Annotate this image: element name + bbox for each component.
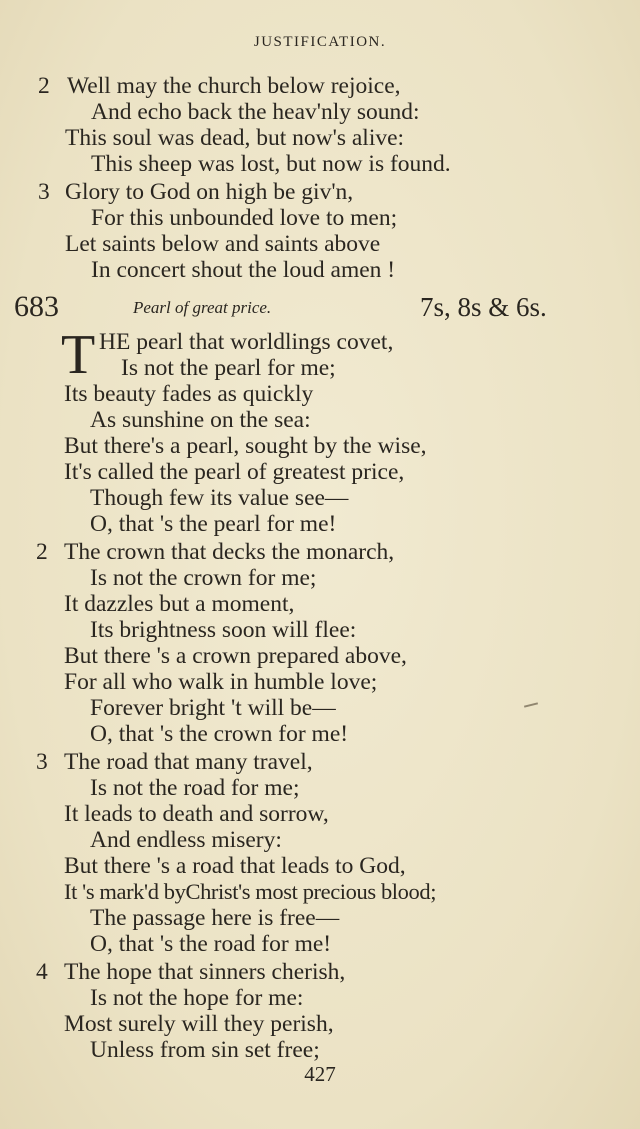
verse-line: HE pearl that worldlings covet,	[99, 329, 394, 355]
verse-line: Is not the pearl for me;	[121, 355, 336, 381]
verse-number: 3	[38, 179, 50, 205]
verse-line: The hope that sinners cherish,	[64, 959, 346, 985]
verse-line: The crown that decks the monarch,	[64, 539, 395, 565]
verse-line: And echo back the heav'nly sound:	[91, 99, 420, 125]
verse-line: This soul was dead, but now's alive:	[65, 125, 405, 151]
verse-line: Is not the road for me;	[90, 775, 300, 801]
verse-line: O, that 's the road for me!	[90, 931, 332, 957]
verse-number: 3	[36, 749, 48, 775]
verse-line: For all who walk in humble love;	[64, 669, 378, 695]
verse-line: Let saints below and saints above	[65, 231, 381, 257]
verse-line: Though few its value see—	[90, 485, 349, 511]
verse-line: But there 's a road that leads to God,	[64, 853, 406, 879]
page-header: JUSTIFICATION.	[253, 34, 387, 50]
verse-line: Most surely will they perish,	[64, 1011, 334, 1037]
hymn-title: Pearl of great price.	[133, 298, 272, 317]
verse-line: Well may the church below rejoice,	[67, 73, 401, 99]
verse-line: Is not the crown for me;	[90, 565, 317, 591]
verse-line: It leads to death and sorrow,	[64, 801, 329, 827]
verse-line: Forever bright 't will be—	[90, 695, 336, 721]
drop-cap-letter: T	[61, 324, 96, 386]
verse-line: Glory to God on high be giv'n,	[65, 179, 354, 205]
verse-line: But there's a pearl, sought by the wise,	[64, 433, 427, 459]
verse-line: And endless misery:	[90, 827, 282, 853]
verse-line: It 's mark'd byChrist's most precious blood;	[64, 879, 437, 904]
hymn-number: 683	[14, 290, 59, 323]
verse-number: 4	[36, 959, 48, 985]
verse-line: This sheep was lost, but now is found.	[91, 151, 451, 177]
verse-line: Is not the hope for me:	[90, 985, 304, 1011]
verse-line: Its beauty fades as quickly	[64, 381, 314, 407]
verse-line: In concert shout the loud amen !	[91, 257, 396, 283]
verse-number: 2	[36, 539, 48, 565]
verse-line: As sunshine on the sea:	[90, 407, 311, 433]
ink-mark	[524, 702, 538, 707]
verse-line: The road that many travel,	[64, 749, 313, 775]
verse-number: 2	[38, 73, 50, 99]
verse-line: For this unbounded love to men;	[91, 205, 398, 231]
verse-line: O, that 's the pearl for me!	[90, 511, 337, 537]
verse-line: But there 's a crown prepared above,	[64, 643, 407, 669]
page-number: 427	[304, 1062, 336, 1086]
verse-line: The passage here is free—	[90, 905, 340, 931]
hymn-meter: 7s, 8s & 6s.	[420, 292, 547, 322]
verse-line: Its brightness soon will flee:	[90, 617, 357, 643]
verse-line: O, that 's the crown for me!	[90, 721, 349, 747]
verse-line: Unless from sin set free;	[90, 1037, 320, 1063]
verse-line: It dazzles but a moment,	[64, 591, 295, 617]
verse-line: It's called the pearl of greatest price,	[64, 459, 405, 485]
